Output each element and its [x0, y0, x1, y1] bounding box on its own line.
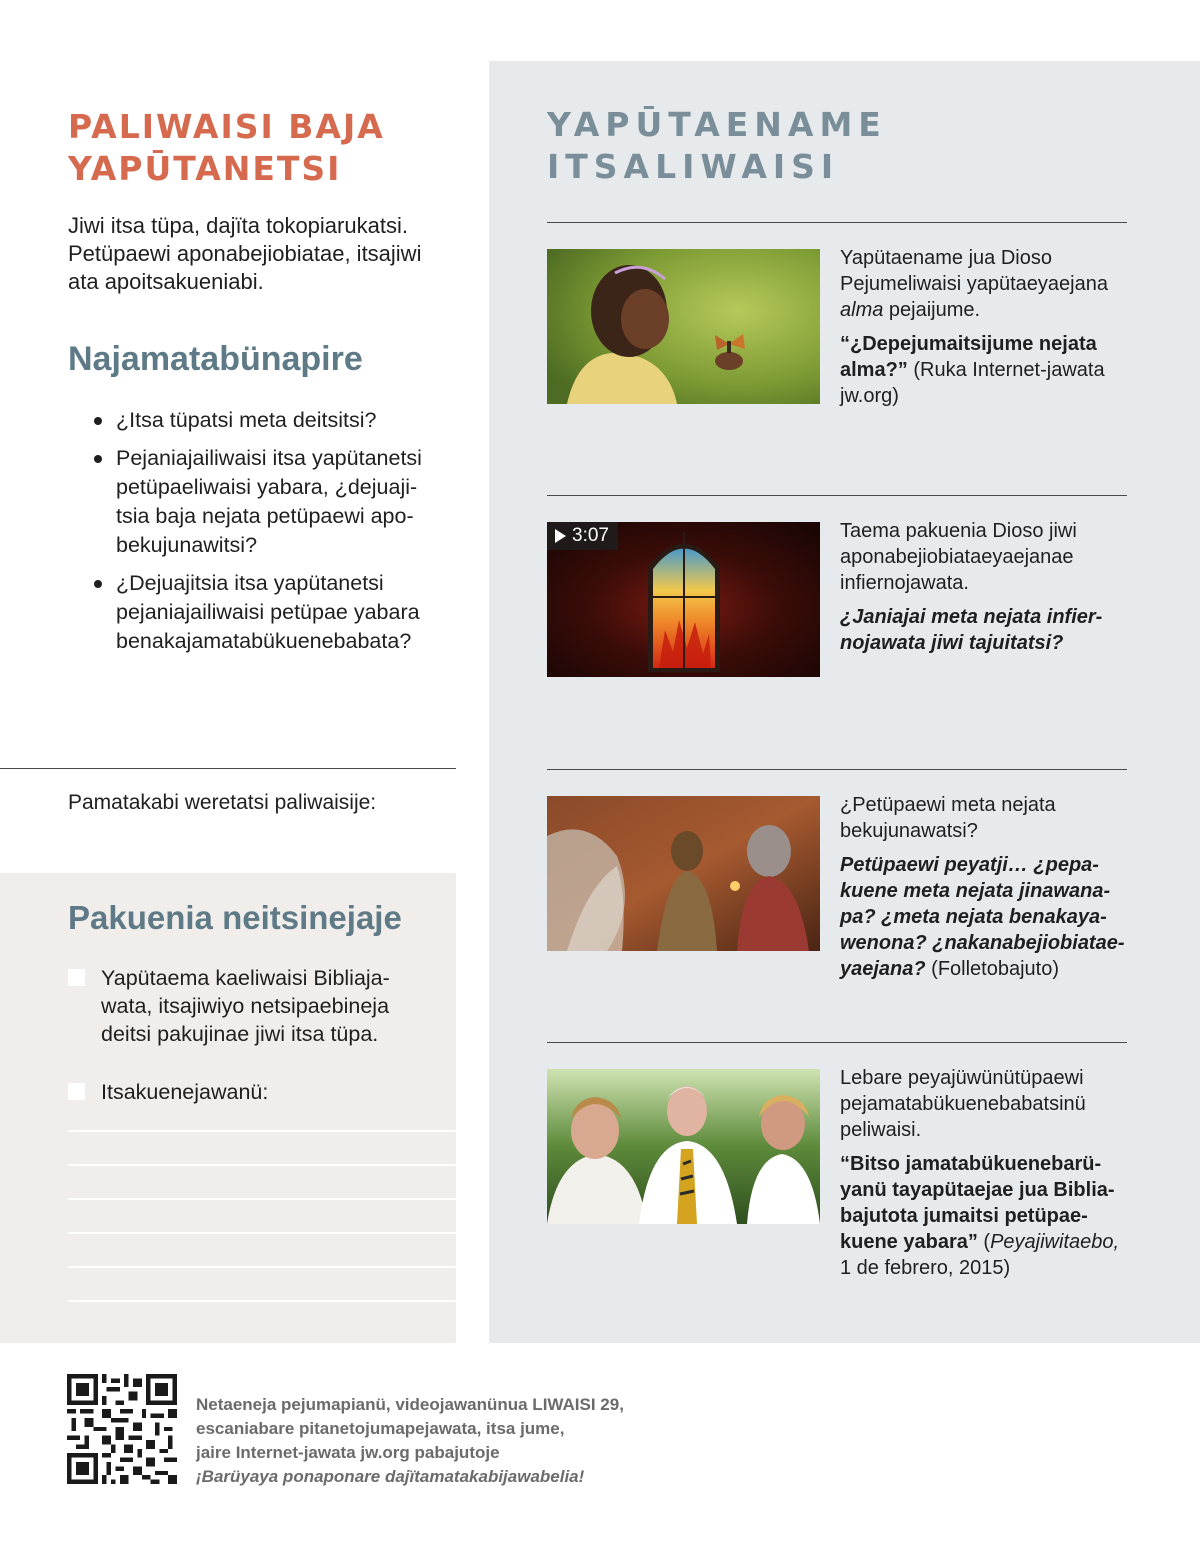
section-divider: [0, 768, 456, 769]
checklist-label: [68, 964, 438, 1048]
resources-title-line: ITSALIWAISI: [547, 147, 840, 186]
checklist-line: Itsakuenejawanü:: [101, 1080, 269, 1104]
checklist-item: [68, 1078, 438, 1106]
question-line: bekujunawitsi?: [116, 533, 258, 557]
publication-title-line: [840, 956, 1130, 982]
description-line: Lebare peyajüwünütüpaewi: [840, 1067, 1084, 1089]
checklist-line: Yapütaema kaeliwaisi Bibliaja-: [101, 966, 390, 990]
publication-reference[interactable]: [840, 1151, 1130, 1281]
checkbox[interactable]: [68, 1083, 85, 1100]
next-steps-box: [0, 873, 456, 1343]
description-tail: pejaijume.: [883, 299, 981, 321]
publication-title-part: kuene yabara”: [840, 1231, 978, 1253]
spirit-scene-image[interactable]: [547, 796, 820, 951]
write-in-line[interactable]: [68, 1130, 456, 1132]
publication-title-line: “¿Depejumaitsijume nejata: [840, 333, 1097, 355]
checklist-label: [68, 1078, 438, 1106]
description-line: Pejumeliwaisi yapütaeyaejana: [840, 273, 1108, 295]
description-line: Yapütaename jua Dioso: [840, 247, 1052, 269]
item-divider: [547, 1042, 1127, 1043]
checklist-item: [68, 964, 438, 1048]
checklist-line: deitsi pakujinae jiwi itsa tüpa.: [101, 1022, 379, 1046]
question-list: [92, 406, 452, 665]
intro-line: Jiwi itsa tüpa, dajïta tokopiarukatsi.: [68, 213, 408, 238]
people-talking-image[interactable]: [547, 1069, 820, 1224]
question-line: pejaniajailiwaisi petüpae yabara: [116, 600, 420, 624]
video-duration-badge: [547, 522, 618, 550]
publication-title-line: wenona? ¿nakanabejiobiatae-: [840, 932, 1125, 954]
description-line: peliwaisi.: [840, 1119, 922, 1141]
question-item: [92, 406, 452, 435]
description-line: [840, 297, 1130, 323]
publication-source: 1 de febrero, 2015): [840, 1257, 1011, 1279]
page-title: [68, 106, 448, 190]
publication-reference[interactable]: [840, 331, 1130, 409]
resource-item-text: [840, 518, 1130, 656]
description-line: Taema pakuenia Dioso jiwi: [840, 520, 1077, 542]
question-line: tsia baja nejata petüpaewi apo-: [116, 504, 414, 528]
next-steps-heading: Pakuenia neitsinejaje: [68, 899, 402, 936]
publication-title-line: [840, 1229, 1130, 1255]
checkbox[interactable]: [68, 969, 85, 986]
question-line: ¿Dejuajitsia itsa yapütanetsi: [116, 571, 384, 595]
intro-line: Petüpaewi aponabejiobiatae, itsajiwi: [68, 241, 422, 266]
page-title-line: PALIWAISI BAJA: [68, 107, 385, 146]
footer-line: Netaeneja pejumapianü, videojawanünua LIWAISI 29,: [196, 1395, 624, 1414]
footer-tagline: ¡Barüyaya ponaponare dajïtamatakabijawabelia!: [196, 1467, 585, 1486]
write-in-line[interactable]: [68, 1300, 456, 1302]
stained-glass-video-thumbnail[interactable]: [547, 522, 820, 677]
write-in-line[interactable]: [68, 1266, 456, 1268]
girl-butterfly-image[interactable]: [547, 249, 820, 404]
footer-line: jaire Internet-jawata jw.org pabajutoje: [196, 1443, 500, 1462]
publication-title-line: Petüpaewi peyatji… ¿pepa-: [840, 854, 1099, 876]
publication-title-line: ¿Janiajai meta nejata infier-: [840, 606, 1103, 628]
publication-title-line: kuene meta nejata jinawana-: [840, 880, 1111, 902]
footer-note: [196, 1393, 666, 1489]
intro-line: ata apoitsakueniabi.: [68, 269, 264, 294]
video-duration: 3:07: [572, 525, 609, 546]
publication-title-line: bajutota jumaitsi petüpae-: [840, 1205, 1088, 1227]
resource-item-text: [840, 245, 1130, 409]
resource-item-text: [840, 1065, 1130, 1281]
publication-title-part: yaejana?: [840, 958, 926, 980]
question-line: benakajamatabükuenebabata?: [116, 629, 412, 653]
description-line: aponabejiobiataeyaejanae: [840, 546, 1074, 568]
checklist-line: wata, itsajiwiyo netsipaebineja: [101, 994, 390, 1018]
play-icon: [555, 529, 566, 543]
publication-title-line: pa? ¿meta nejata benakaya-: [840, 906, 1107, 928]
footer-line: escaniabare pitanetojumapejawata, itsa jume,: [196, 1419, 565, 1438]
resources-title-line: YAPŪTAENAME: [547, 105, 887, 144]
resource-description: [840, 792, 1130, 844]
question-line: Pejaniajailiwaisi itsa yapütanetsi: [116, 446, 422, 470]
description-line: infiernojawata.: [840, 572, 969, 594]
publication-title-part: alma?”: [840, 359, 908, 381]
resource-description: [840, 1065, 1130, 1143]
publication-title-line: yanü tayapütaejae jua Biblia-: [840, 1179, 1115, 1201]
publication-source: (: [977, 1231, 991, 1253]
questions-heading: Najamatabünapire: [68, 340, 363, 378]
resource-item-text: [840, 792, 1130, 982]
description-line: bekujunawatsi?: [840, 820, 978, 842]
publication-reference[interactable]: [840, 604, 1130, 656]
description-line: pejamatabükuenebabatsinü: [840, 1093, 1086, 1115]
question-item: [92, 569, 452, 656]
question-line: petüpaeliwaisi yabara, ¿dejuaji-: [116, 475, 418, 499]
comment-label: Pamatakabi weretatsi paliwaisije:: [68, 791, 377, 814]
publication-source: (Folletobajuto): [925, 958, 1060, 980]
write-in-line[interactable]: [68, 1164, 456, 1166]
resource-description: [840, 245, 1130, 323]
publication-source: (Ruka Internet-jawata: [907, 359, 1105, 381]
page-title-line: YAPŪTANETSI: [68, 149, 342, 188]
publication-title-line: [840, 357, 1130, 383]
write-in-line[interactable]: [68, 1232, 456, 1234]
write-in-line[interactable]: [68, 1198, 456, 1200]
question-line: ¿Itsa tüpatsi meta deitsitsi?: [116, 408, 377, 432]
item-divider: [547, 495, 1127, 496]
description-line: ¿Petüpaewi meta nejata: [840, 794, 1056, 816]
italic-term: alma: [840, 299, 884, 321]
publication-reference[interactable]: [840, 852, 1130, 982]
qr-code[interactable]: [67, 1374, 177, 1484]
intro-paragraph: [68, 212, 458, 296]
item-divider: [547, 222, 1127, 223]
item-divider: [547, 769, 1127, 770]
publication-name: Peyajiwitaebo,: [990, 1231, 1120, 1253]
publication-title-line: “Bitso jamatabükuenebarü-: [840, 1153, 1102, 1175]
publication-source: jw.org): [840, 385, 899, 407]
publication-title-line: nojawata jiwi tajuitatsi?: [840, 632, 1064, 654]
resource-description: [840, 518, 1130, 596]
question-item: [92, 444, 452, 560]
resources-title: [547, 104, 1107, 188]
